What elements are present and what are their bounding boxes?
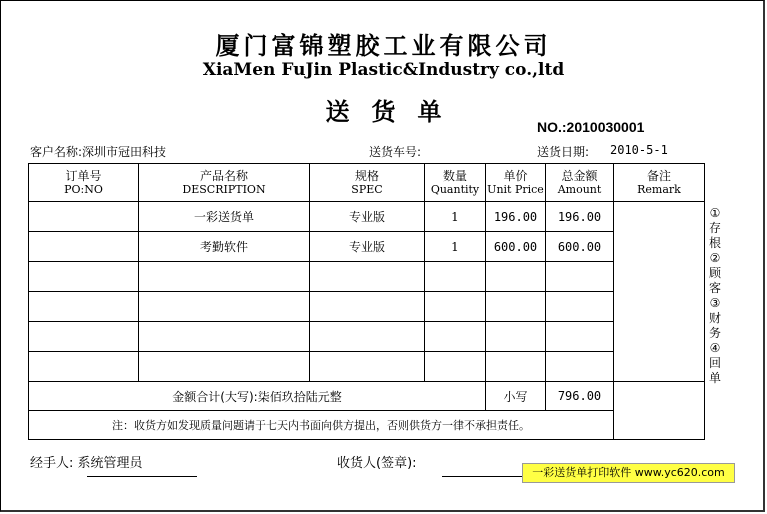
cell-quantity [425,352,486,382]
cell-po [29,202,139,232]
cell-spec [310,262,425,292]
vehicle-number: 送货车号: [369,145,422,159]
company-name-en: XiaMen FuJin Plastic&Industry co.,ltd [202,60,565,80]
cell-remark [614,202,705,382]
copy-distribution-labels: ①存根②顾客③财务④回单 [708,206,721,385]
handler-underline [87,476,197,477]
cell-spec: 专业版 [310,232,425,262]
cell-po [29,262,139,292]
small-amount-label: 小写 [486,382,546,411]
receiver-underline [442,476,524,477]
document-number: NO.:2010030001 [537,119,645,135]
cell-description [139,262,310,292]
cell-spec [310,322,425,352]
terms-note: 注：收货方如发现质量问题请于七天内书面向供方提出，否则供货方一律不承担责任。 [29,411,614,440]
cell-spec [310,292,425,322]
cell-unit-price [486,262,546,292]
cell-po [29,232,139,262]
header-unit-price: 单价 Unit Price [486,164,546,202]
table-row [29,292,705,322]
cell-amount [546,292,614,322]
cell-quantity: 1 [425,232,486,262]
table-row [29,352,705,382]
cell-unit-price [486,322,546,352]
header-po: 订单号 PO:NO [29,164,139,202]
cell-quantity [425,262,486,292]
cell-description [139,352,310,382]
table-header-row [29,164,705,202]
cell-description: 考勤软件 [139,232,310,262]
cell-amount: 600.00 [546,232,614,262]
table-row [29,202,705,232]
cell-unit-price: 600.00 [486,232,546,262]
cell-quantity [425,322,486,352]
delivery-date-value: 2010-5-1 [610,143,668,157]
total-amount-words: 金额合计(大写):柒佰玖拾陆元整 [29,382,486,411]
cell-spec [310,352,425,382]
table-row [29,262,705,292]
cell-quantity [425,292,486,322]
remark-bottom-cell [614,382,705,440]
header-description: 产品名称 DESCRIPTION [139,164,310,202]
table-row [29,232,705,262]
cell-description [139,322,310,352]
document-type-title: 送货单 [325,98,464,126]
handler-signature: 经手人: 系统管理员 [30,456,143,471]
receiver-signature-label: 收货人(签章): [337,456,417,471]
delivery-date-label: 送货日期: [537,145,590,159]
promo-banner[interactable]: 一彩送货单打印软件 www.yc620.com [522,463,735,483]
cell-amount [546,322,614,352]
header-spec: 规格 SPEC [310,164,425,202]
cell-unit-price [486,292,546,322]
cell-quantity: 1 [425,202,486,232]
company-name-cn: 厦门富锦塑胶工业有限公司 [215,32,552,60]
cell-spec: 专业版 [310,202,425,232]
cell-po [29,322,139,352]
cell-po [29,352,139,382]
cell-unit-price: 196.00 [486,202,546,232]
cell-amount: 196.00 [546,202,614,232]
header-quantity: 数量 Quantity [425,164,486,202]
header-amount: 总金额 Amount [546,164,614,202]
table-row [29,322,705,352]
customer-name: 客户名称:深圳市冠田科技 [30,145,167,159]
cell-amount [546,262,614,292]
total-row [29,382,705,411]
cell-unit-price [486,352,546,382]
cell-description [139,292,310,322]
cell-description: 一彩送货单 [139,202,310,232]
delivery-table [28,163,705,440]
cell-amount [546,352,614,382]
note-row [29,411,705,440]
cell-po [29,292,139,322]
small-amount-value: 796.00 [546,382,614,411]
header-remark: 备注 Remark [614,164,705,202]
